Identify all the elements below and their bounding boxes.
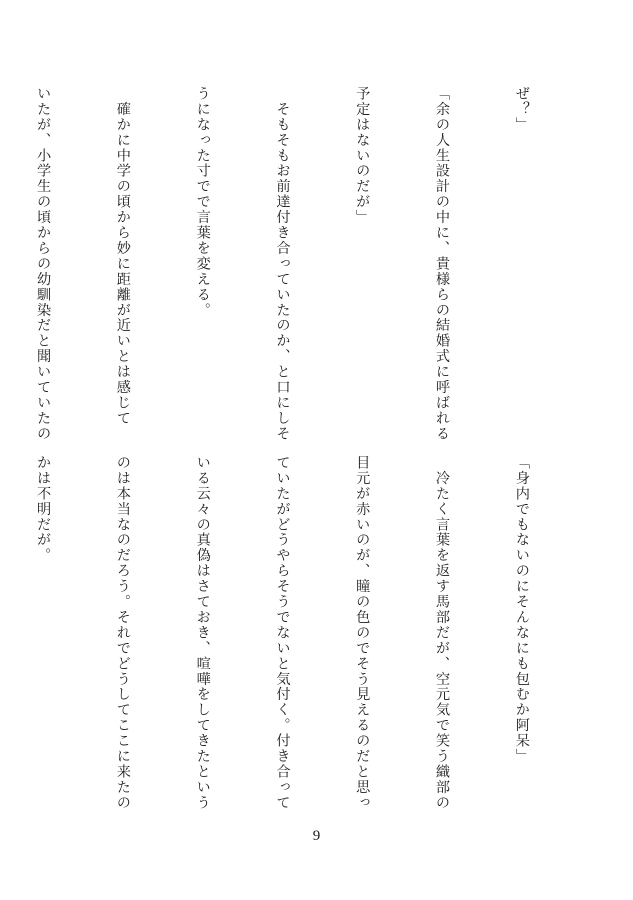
text-line: いる云々の真偽はさておき、喧嘩をしてきたという <box>194 455 211 811</box>
text-line: かは不明だが。 <box>35 455 52 564</box>
text-line: 目元が赤いのが、瞳の色のでそう見えるのだと思っ <box>354 455 371 811</box>
text-line: 確かに中学の頃から妙に距離が近いとは感じて <box>114 86 131 426</box>
text-line: ていたがどうやらそうでないと気付く。付き合って <box>274 455 291 811</box>
text-line: 予定はないのだが」 <box>354 86 371 226</box>
text-line: うになった寸でで言葉を変える。 <box>194 86 211 318</box>
text-line: ぜ？」 <box>513 86 530 133</box>
text-line: のは本当なのだろう。それでどうしてここに来たの <box>114 455 131 811</box>
text-line: そもそもお前達付き合っていたのか、と口にしそ <box>274 86 291 442</box>
bottom-text-block <box>35 455 588 811</box>
text-line: いたが、小学生の頃からの幼馴染だと聞いていたの <box>35 86 52 442</box>
text-line: 「身内でもないのにそんなにも包むか阿呆」 <box>513 455 530 764</box>
top-text-block <box>35 86 588 442</box>
text-line: 冷たく言葉を返す馬部だが、空元気で笑う織部の <box>434 455 451 811</box>
text-line: 「余の人生設計の中に、貴様らの結婚式に呼ばれる <box>434 86 451 442</box>
page-number: 9 <box>312 828 321 844</box>
